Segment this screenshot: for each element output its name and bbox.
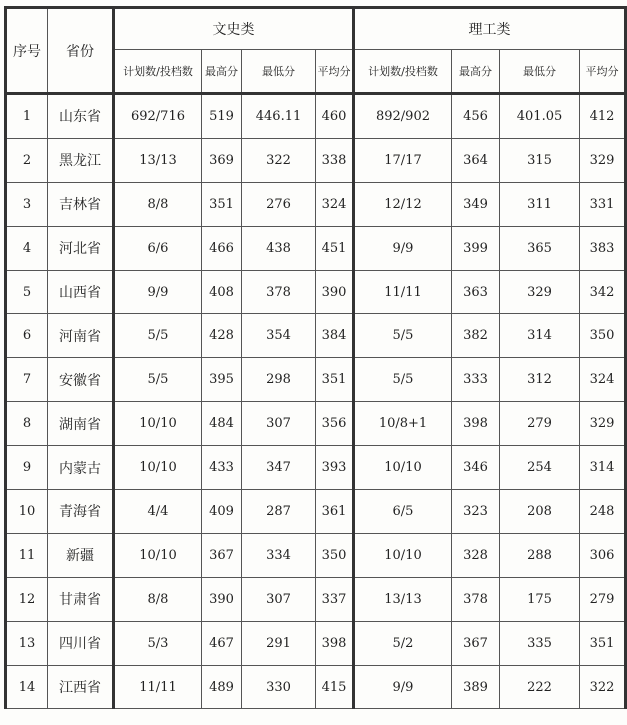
arts-plan-cell: 4/4 [114, 490, 202, 534]
header-row-groups [6, 8, 626, 50]
arts-max-cell: 467 [202, 621, 242, 665]
science-min-cell: 315 [500, 138, 580, 182]
science-max-cell: 382 [452, 314, 500, 358]
arts-min-cell: 307 [242, 402, 316, 446]
science-max-header: 最高分 [452, 50, 500, 94]
arts-avg-cell: 415 [316, 665, 354, 709]
arts-plan-cell: 10/10 [114, 446, 202, 490]
science-max-cell: 378 [452, 577, 500, 621]
science-max-cell: 398 [452, 402, 500, 446]
arts-min-header: 最低分 [242, 50, 316, 94]
table-row [6, 490, 626, 534]
table-row [6, 138, 626, 182]
arts-plan-cell: 11/11 [114, 665, 202, 709]
province-cell: 新疆 [48, 533, 114, 577]
province-cell: 河南省 [48, 314, 114, 358]
science-avg-cell: 412 [580, 94, 626, 139]
science-min-cell: 314 [500, 314, 580, 358]
arts-max-cell: 428 [202, 314, 242, 358]
science-plan-cell: 10/8+1 [354, 402, 452, 446]
seq-cell: 7 [6, 358, 48, 402]
arts-min-cell: 307 [242, 577, 316, 621]
science-avg-cell: 351 [580, 621, 626, 665]
arts-max-cell: 409 [202, 490, 242, 534]
arts-plan-cell: 10/10 [114, 402, 202, 446]
science-plan-cell: 10/10 [354, 446, 452, 490]
arts-avg-cell: 390 [316, 270, 354, 314]
science-plan-cell: 9/9 [354, 665, 452, 709]
province-cell: 湖南省 [48, 402, 114, 446]
arts-max-cell: 351 [202, 182, 242, 226]
science-min-cell: 279 [500, 402, 580, 446]
table-row [6, 182, 626, 226]
table-body [6, 94, 626, 709]
arts-avg-header: 平均分 [316, 50, 354, 94]
science-avg-cell: 306 [580, 533, 626, 577]
arts-avg-cell: 361 [316, 490, 354, 534]
arts-plan-cell: 5/5 [114, 358, 202, 402]
arts-plan-cell: 5/5 [114, 314, 202, 358]
arts-min-cell: 322 [242, 138, 316, 182]
science-avg-cell: 329 [580, 402, 626, 446]
arts-plan-cell: 10/10 [114, 533, 202, 577]
arts-min-cell: 276 [242, 182, 316, 226]
seq-cell: 2 [6, 138, 48, 182]
province-cell: 山西省 [48, 270, 114, 314]
arts-group-header: 文史类 [114, 8, 354, 50]
science-plan-cell: 11/11 [354, 270, 452, 314]
science-avg-cell: 350 [580, 314, 626, 358]
arts-plan-cell: 6/6 [114, 226, 202, 270]
arts-min-cell: 291 [242, 621, 316, 665]
arts-avg-cell: 356 [316, 402, 354, 446]
science-max-cell: 346 [452, 446, 500, 490]
arts-min-cell: 446.11 [242, 94, 316, 139]
arts-min-cell: 334 [242, 533, 316, 577]
science-plan-cell: 5/5 [354, 358, 452, 402]
table-row [6, 314, 626, 358]
science-plan-cell: 9/9 [354, 226, 452, 270]
arts-max-cell: 489 [202, 665, 242, 709]
seq-cell: 1 [6, 94, 48, 139]
arts-avg-cell: 393 [316, 446, 354, 490]
arts-avg-cell: 337 [316, 577, 354, 621]
science-avg-header: 平均分 [580, 50, 626, 94]
science-group-header: 理工类 [354, 8, 626, 50]
province-cell: 吉林省 [48, 182, 114, 226]
arts-max-cell: 408 [202, 270, 242, 314]
science-avg-cell: 279 [580, 577, 626, 621]
table-row [6, 533, 626, 577]
science-max-cell: 349 [452, 182, 500, 226]
table-row [6, 621, 626, 665]
science-max-cell: 389 [452, 665, 500, 709]
science-max-cell: 399 [452, 226, 500, 270]
science-avg-cell: 342 [580, 270, 626, 314]
science-plan-cell: 12/12 [354, 182, 452, 226]
seq-cell: 9 [6, 446, 48, 490]
science-min-cell: 365 [500, 226, 580, 270]
science-max-cell: 456 [452, 94, 500, 139]
science-plan-cell: 6/5 [354, 490, 452, 534]
science-max-cell: 364 [452, 138, 500, 182]
seq-cell: 3 [6, 182, 48, 226]
science-plan-cell: 5/2 [354, 621, 452, 665]
arts-avg-cell: 460 [316, 94, 354, 139]
arts-max-cell: 433 [202, 446, 242, 490]
science-min-cell: 175 [500, 577, 580, 621]
science-min-cell: 311 [500, 182, 580, 226]
science-plan-cell: 13/13 [354, 577, 452, 621]
science-min-cell: 254 [500, 446, 580, 490]
province-header: 省份 [48, 8, 114, 94]
science-max-cell: 333 [452, 358, 500, 402]
province-cell: 江西省 [48, 665, 114, 709]
table-row [6, 358, 626, 402]
science-min-cell: 312 [500, 358, 580, 402]
science-min-cell: 335 [500, 621, 580, 665]
seq-cell: 14 [6, 665, 48, 709]
seq-cell: 5 [6, 270, 48, 314]
arts-max-header: 最高分 [202, 50, 242, 94]
science-avg-cell: 331 [580, 182, 626, 226]
arts-plan-cell: 692/716 [114, 94, 202, 139]
science-plan-cell: 17/17 [354, 138, 452, 182]
science-avg-cell: 248 [580, 490, 626, 534]
science-min-cell: 208 [500, 490, 580, 534]
science-min-cell: 288 [500, 533, 580, 577]
arts-avg-cell: 384 [316, 314, 354, 358]
arts-min-cell: 354 [242, 314, 316, 358]
province-cell: 黑龙江 [48, 138, 114, 182]
arts-min-cell: 287 [242, 490, 316, 534]
arts-max-cell: 484 [202, 402, 242, 446]
arts-min-cell: 378 [242, 270, 316, 314]
science-avg-cell: 383 [580, 226, 626, 270]
arts-plan-cell: 13/13 [114, 138, 202, 182]
arts-max-cell: 369 [202, 138, 242, 182]
science-max-cell: 363 [452, 270, 500, 314]
admission-score-table [4, 6, 627, 709]
province-cell: 河北省 [48, 226, 114, 270]
arts-avg-cell: 350 [316, 533, 354, 577]
seq-cell: 10 [6, 490, 48, 534]
science-avg-cell: 324 [580, 358, 626, 402]
table-row [6, 446, 626, 490]
seq-cell: 4 [6, 226, 48, 270]
province-cell: 安徽省 [48, 358, 114, 402]
table-row [6, 94, 626, 139]
science-plan-cell: 892/902 [354, 94, 452, 139]
seq-cell: 12 [6, 577, 48, 621]
table-row [6, 402, 626, 446]
science-min-cell: 222 [500, 665, 580, 709]
province-cell: 青海省 [48, 490, 114, 534]
table-row [6, 270, 626, 314]
science-min-cell: 329 [500, 270, 580, 314]
seq-cell: 6 [6, 314, 48, 358]
science-min-cell: 401.05 [500, 94, 580, 139]
table-row [6, 577, 626, 621]
arts-plan-cell: 8/8 [114, 577, 202, 621]
arts-avg-cell: 451 [316, 226, 354, 270]
science-max-cell: 328 [452, 533, 500, 577]
science-plan-cell: 5/5 [354, 314, 452, 358]
arts-max-cell: 395 [202, 358, 242, 402]
arts-avg-cell: 351 [316, 358, 354, 402]
province-cell: 甘肃省 [48, 577, 114, 621]
seq-cell: 13 [6, 621, 48, 665]
science-avg-cell: 314 [580, 446, 626, 490]
arts-max-cell: 367 [202, 533, 242, 577]
table-row [6, 665, 626, 709]
science-plan-header: 计划数/投档数 [354, 50, 452, 94]
province-cell: 内蒙古 [48, 446, 114, 490]
science-max-cell: 323 [452, 490, 500, 534]
arts-min-cell: 438 [242, 226, 316, 270]
arts-plan-cell: 8/8 [114, 182, 202, 226]
arts-min-cell: 330 [242, 665, 316, 709]
arts-plan-cell: 5/3 [114, 621, 202, 665]
science-max-cell: 367 [452, 621, 500, 665]
seq-header: 序号 [6, 8, 48, 94]
arts-max-cell: 466 [202, 226, 242, 270]
arts-avg-cell: 324 [316, 182, 354, 226]
science-plan-cell: 10/10 [354, 533, 452, 577]
seq-cell: 11 [6, 533, 48, 577]
province-cell: 四川省 [48, 621, 114, 665]
arts-min-cell: 298 [242, 358, 316, 402]
arts-avg-cell: 338 [316, 138, 354, 182]
province-cell: 山东省 [48, 94, 114, 139]
table-row [6, 226, 626, 270]
arts-avg-cell: 398 [316, 621, 354, 665]
arts-plan-cell: 9/9 [114, 270, 202, 314]
arts-max-cell: 519 [202, 94, 242, 139]
science-avg-cell: 329 [580, 138, 626, 182]
arts-plan-header: 计划数/投档数 [114, 50, 202, 94]
science-avg-cell: 322 [580, 665, 626, 709]
science-min-header: 最低分 [500, 50, 580, 94]
seq-cell: 8 [6, 402, 48, 446]
arts-max-cell: 390 [202, 577, 242, 621]
arts-min-cell: 347 [242, 446, 316, 490]
